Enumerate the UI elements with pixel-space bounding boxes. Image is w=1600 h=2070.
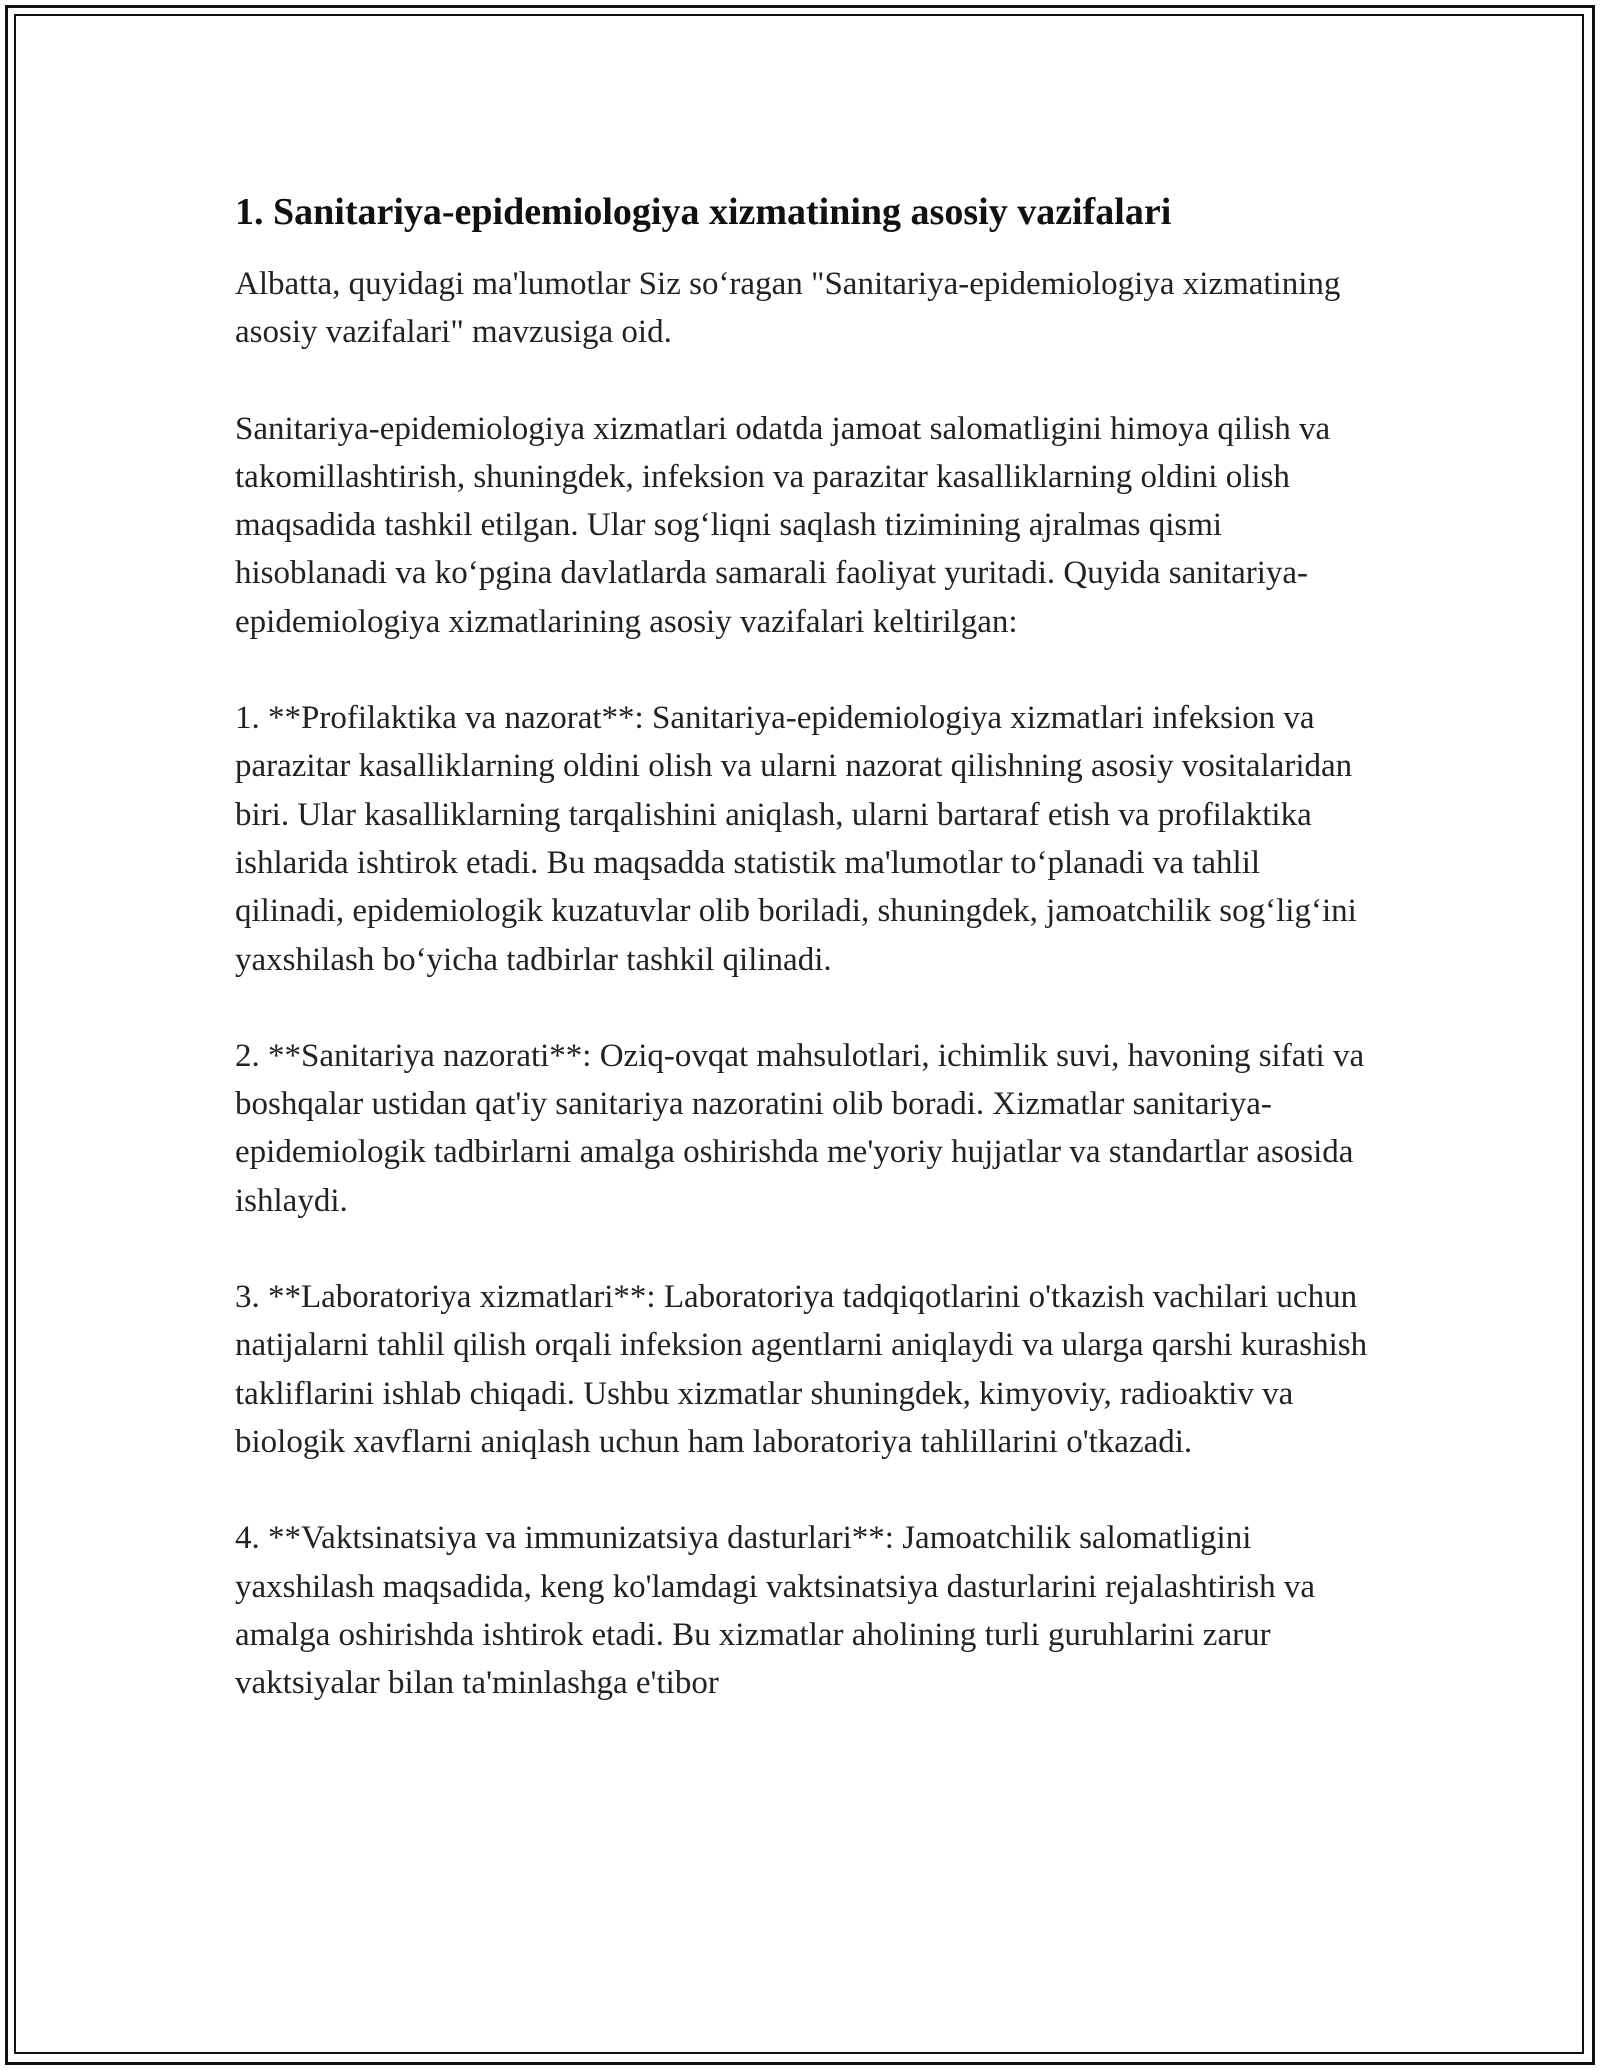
document-title: 1. Sanitariya-epidemiologiya xizmatining asosiy vazifalari xyxy=(235,191,1172,233)
intro-paragraph: Albatta, quyidagi ma'lumotlar Siz so‘ragan "Sanitariya-epidemiologiya xizmatining asosiy vazifalari" mavzusiga oid. xyxy=(235,266,1341,351)
list-item-laboratoriya: 3. **Laboratoriya xizmatlari**: Laboratoriya tadqiqotlarini o'tkazish vachilari uchun natijalarni tahlil qilish orqali infeksion agentlarni aniqlaydi va ularga qarshi kurashish takliflarini ishlab chiqadi. Ushbu xizmatlar shuningdek, kimyoviy, radioaktiv va biologik xavflarni aniqlash uchun ham laboratoriya tahlillarini o'tkazadi. xyxy=(235,1279,1368,1460)
list-item-profilaktika: 1. **Profilaktika va nazorat**: Sanitariya-epidemiologiya xizmatlari infeksion va parazitar kasalliklarning oldini olish va ularni nazorat qilishning asosiy vositalaridan biri. Ular kasalliklarning tarqalishini aniqlash, ularni bartaraf etish va profilaktika ishlarida ishtirok etadi. Bu maqsadda statistik ma'lumotlar to‘planadi va tahlil qilinadi, epidemiologik kuzatuvlar olib boriladi, shuningdek, jamoatchilik sog‘lig‘ini yaxshilash bo‘yicha tadbirlar tashkil qilinadi. xyxy=(235,700,1357,978)
document-body xyxy=(235,186,1375,1755)
overview-paragraph: Sanitariya-epidemiologiya xizmatlari odatda jamoat salomatligini himoya qilish va takomillashtirish, shuningdek, infeksion va parazitar kasalliklarning oldini olish maqsadida tashkil etilgan. Ular sog‘liqni saqlash tizimining ajralmas qismi hisoblanadi va ko‘pgina davlatlarda samarali faoliyat yuritadi. Quyida sanitariya-epidemiologiya xizmatlarining asosiy vazifalari keltirilgan: xyxy=(235,410,1331,640)
list-item-sanitariya-nazorati: 2. **Sanitariya nazorati**: Oziq-ovqat mahsulotlari, ichimlik suvi, havoning sifati va boshqalar ustidan qat'iy sanitariya nazoratini olib boradi. Xizmatlar sanitariya-epidemiologik tadbirlarni amalga oshirishda me'yoriy hujjatlar va standartlar asosida ishlaydi. xyxy=(235,1037,1365,1219)
list-item-vaktsinatsiya: 4. **Vaktsinatsiya va immunizatsiya dasturlari**: Jamoatchilik salomatligini yaxshilash maqsadida, keng ko'lamdagi vaktsinatsiya dasturlarini rejalashtirish va amalga oshirishda ishtirok etadi. Bu xizmatlar aholining turli guruhlarini zarur vaktsiyalar bilan ta'minlashga e'tibor xyxy=(235,1520,1316,1702)
